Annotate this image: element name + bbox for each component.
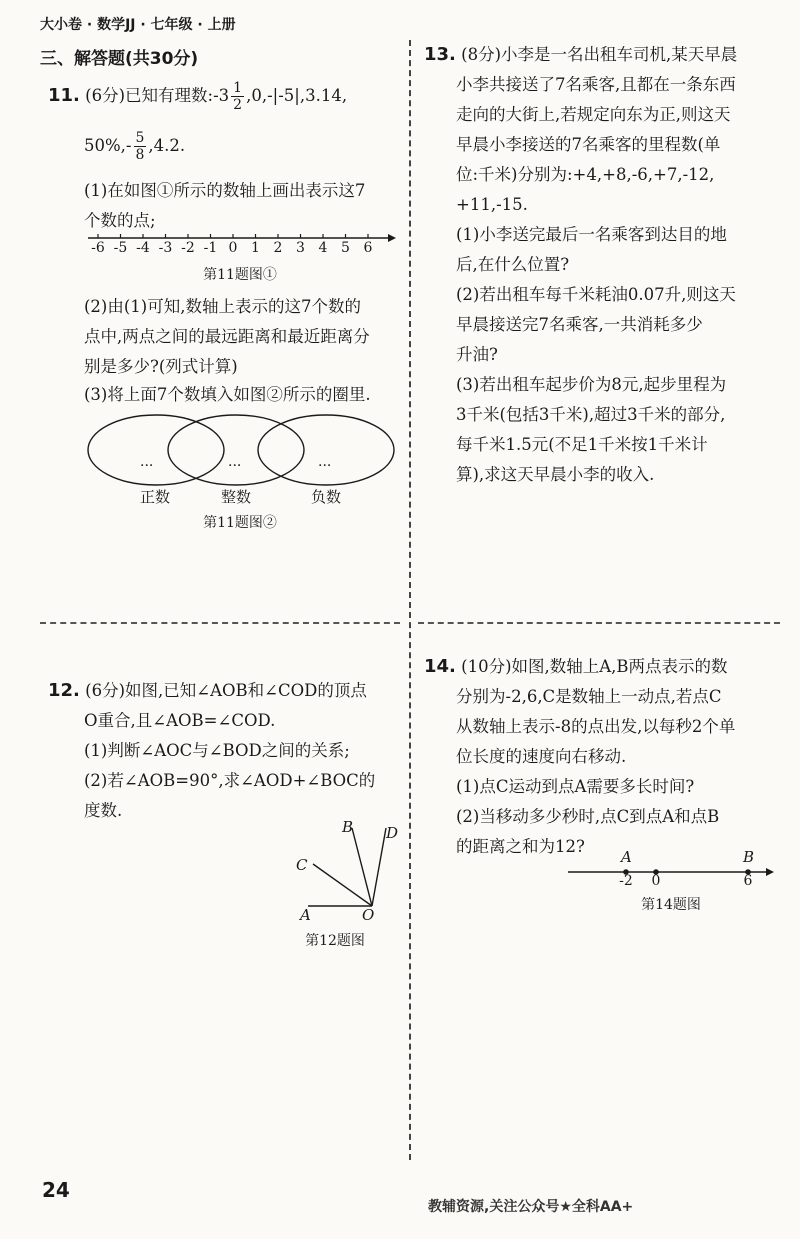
- q13-line7: (1)小李送完最后一名乘客到达目的地: [456, 225, 727, 244]
- q14-line3: 从数轴上表示-8的点出发,以每秒2个单: [456, 717, 736, 736]
- axis-tick-label: 6: [363, 240, 373, 256]
- q14-tick-minus2: -2: [619, 873, 633, 889]
- q13-block: [424, 40, 784, 490]
- axis-tick-label: 3: [296, 240, 305, 256]
- q12-line4: (2)若∠AOB=90°,求∠AOD+∠BOC的: [84, 771, 376, 790]
- q11-intro-line2: [84, 130, 404, 163]
- q11-fraction-five-eighths: [134, 130, 147, 163]
- q12-text-1: (6分)如图,已知∠AOB和∠COD的顶点: [85, 681, 367, 700]
- column-divider: [409, 40, 411, 1160]
- q12-line2: O重合,且∠AOB=∠COD.: [84, 711, 276, 730]
- label-D: D: [386, 824, 399, 842]
- q14-number: 14.: [424, 656, 456, 677]
- q11-fig2-caption: 第11题图②: [203, 515, 277, 531]
- q11-part3: (3)将上面7个数填入如图②所示的圈里.: [84, 385, 371, 404]
- q13-line3: 走向的大街上,若规定向东为正,则这天: [456, 105, 731, 124]
- axis-tick-label: -4: [136, 240, 150, 256]
- q11-text-b: ,0,-|-5|,3.14,: [246, 86, 348, 105]
- q13-line10: 早晨接送完7名乘客,一共消耗多少: [456, 315, 703, 334]
- integer-dots: ...: [228, 454, 242, 470]
- q11-text-a: (6分)已知有理数:-3: [85, 86, 230, 105]
- q11-fraction-half: [231, 80, 244, 113]
- q14-line6: (2)当移动多少秒时,点C到点A和点B: [456, 807, 720, 826]
- q13-line8: 后,在什么位置?: [456, 255, 570, 274]
- row-divider-right: [418, 622, 780, 624]
- q13-number: 13.: [424, 44, 456, 65]
- q11-part2-line2: 点中,两点之间的最远距离和最近距离分: [84, 327, 370, 346]
- q11-part2-line3: 别是多少?(列式计算): [84, 357, 238, 376]
- section-title: 三、解答题(共30分): [40, 49, 199, 69]
- q13-line12: (3)若出租车起步价为8元,起步里程为: [456, 375, 727, 394]
- positive-dots: ...: [140, 454, 154, 470]
- q13-line1: [424, 40, 784, 70]
- label-negative: 负数: [311, 488, 342, 506]
- q11-text-d: ,4.2.: [148, 136, 186, 155]
- q12-line3: (1)判断∠AOC与∠BOD之间的关系;: [84, 741, 350, 760]
- label-B: B: [342, 818, 354, 836]
- negative-dots: ...: [318, 454, 332, 470]
- q11-part1-line2: 个数的点;: [84, 211, 156, 230]
- frac-denominator: 8: [135, 147, 145, 163]
- axis-tick-label: -2: [181, 240, 195, 256]
- q14-line1: [424, 652, 784, 682]
- q13-line15: 算),求这天早晨小李的收入.: [456, 465, 655, 484]
- page-number: 24: [42, 1178, 70, 1202]
- q13-line11: 升油?: [456, 345, 498, 364]
- q11-text-c: 50%,-: [84, 136, 132, 155]
- q14-line2: 分别为-2,6,C是数轴上一动点,若点C: [456, 687, 722, 706]
- axis-tick-label: -5: [113, 240, 128, 256]
- axis-tick-label: -6: [91, 240, 105, 256]
- label-positive: 正数: [140, 488, 171, 506]
- q14-label-A: A: [621, 848, 632, 866]
- axis-arrow: [766, 868, 774, 876]
- q13-line6: +11,-15.: [456, 195, 528, 214]
- axis-tick-label: 2: [273, 240, 283, 256]
- q11-fig1-caption: 第11题图①: [203, 267, 277, 283]
- axis-arrow: [388, 234, 396, 242]
- q13-line2: 小李共接送了7名乘客,且都在一条东西: [456, 75, 736, 94]
- q13-line14: 每千米1.5元(不足1千米按1千米计: [456, 435, 708, 454]
- q13-line5: 位:千米)分别为:+4,+8,-6,+7,-12,: [456, 165, 715, 184]
- negative-ellipse: [258, 415, 394, 485]
- q12-caption: 第12题图: [305, 933, 365, 949]
- integer-ellipse: [168, 415, 304, 485]
- q14-line5: (1)点C运动到点A需要多长时间?: [456, 777, 695, 796]
- q14-block: [424, 652, 784, 862]
- label-O: O: [362, 906, 375, 924]
- footer-note: 教辅资源,关注公众号★全科AA+: [428, 1199, 634, 1215]
- axis-tick-label: 5: [341, 240, 350, 256]
- q12-line5: 度数.: [84, 801, 123, 820]
- positive-ellipse: [88, 415, 224, 485]
- q13-line9: (2)若出租车每千米耗油0.07升,则这天: [456, 285, 736, 304]
- page-header: 大小卷 · 数学JJ · 七年级 · 上册: [40, 17, 236, 33]
- row-divider-left: [40, 622, 400, 624]
- q11-part1-line1: (1)在如图①所示的数轴上画出表示这7: [84, 181, 366, 200]
- q13-line13: 3千米(包括3千米),超过3千米的部分,: [456, 405, 726, 424]
- q14-line7: 的距离之和为12?: [456, 837, 585, 856]
- frac-denominator: 2: [233, 97, 243, 113]
- q14-tick-0: 0: [651, 873, 661, 889]
- q13-text-1: (8分)小李是一名出租车司机,某天早晨: [461, 45, 738, 64]
- q12-number: 12.: [48, 680, 80, 701]
- q11-venn-diagram: [84, 408, 404, 492]
- q13-line4: 早晨小李接送的7名乘客的里程数(单: [456, 135, 721, 154]
- q14-caption: 第14题图: [641, 897, 701, 913]
- axis-tick-label: 0: [228, 240, 238, 256]
- q12-block: [48, 676, 403, 826]
- axis-tick-label: -1: [203, 240, 218, 256]
- q14-line4: 位长度的速度向右移动.: [456, 747, 627, 766]
- q14-label-B: B: [743, 848, 755, 866]
- frac-numerator: 1: [233, 80, 243, 96]
- label-integer: 整数: [221, 488, 252, 506]
- label-C: C: [296, 856, 308, 874]
- q11-part1: [84, 176, 404, 236]
- q11-part2-line1: (2)由(1)可知,数轴上表示的这7个数的: [84, 297, 361, 316]
- ray-OD: [372, 828, 386, 906]
- q11-number: 11.: [48, 85, 80, 106]
- q11-intro-line1: [48, 80, 403, 113]
- frac-numerator: 5: [135, 130, 145, 146]
- axis-tick-label: 1: [251, 240, 260, 256]
- q12-line1: [48, 676, 403, 706]
- label-A: A: [300, 906, 311, 924]
- q14-text-1: (10分)如图,数轴上A,B两点表示的数: [461, 657, 728, 676]
- axis-tick-label: -3: [158, 240, 173, 256]
- axis-tick-label: 4: [318, 240, 328, 256]
- q11-part2: [84, 292, 404, 382]
- q14-tick-6: 6: [743, 873, 753, 889]
